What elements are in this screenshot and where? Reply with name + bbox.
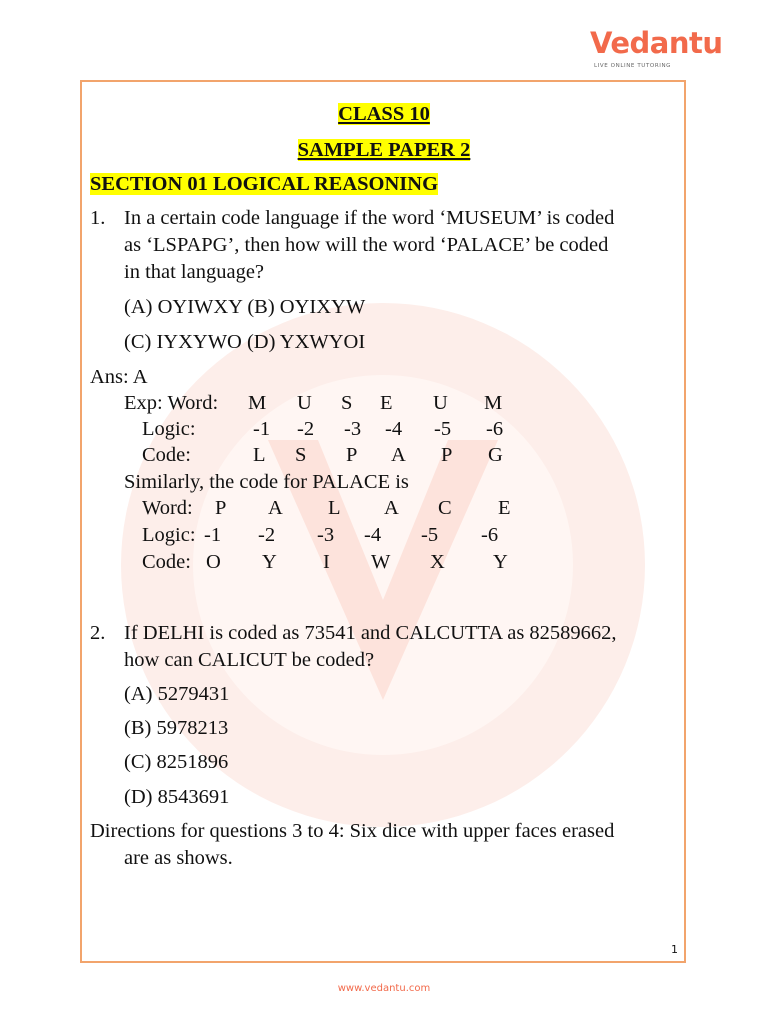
exp-code-cell: P xyxy=(441,444,453,466)
pal-word-cell: P xyxy=(215,497,227,519)
q2-option: (D) 8543691 xyxy=(124,786,230,808)
exp-logic-cell: -5 xyxy=(434,418,452,440)
pal-code-label: Code: xyxy=(142,551,191,573)
logo-wordmark: Vedantu xyxy=(590,26,723,60)
page-number: 1 xyxy=(671,943,678,956)
q2-line-1: If DELHI is coded as 73541 and CALCUTTA as 82589662, xyxy=(124,622,617,644)
exp-code-cell: S xyxy=(295,444,307,466)
exp-logic-cell: -6 xyxy=(486,418,504,440)
vedantu-logo xyxy=(584,26,723,72)
exp-code-cell: A xyxy=(391,444,406,466)
pal-word-cell: A xyxy=(384,497,399,519)
exp-word-cell: M xyxy=(248,392,267,414)
logo-tagline: LIVE ONLINE TUTORING xyxy=(594,63,672,69)
pal-word-label: Word: xyxy=(142,497,193,519)
q1-line-1: In a certain code language if the word ‘MUSEUM’ is coded xyxy=(124,207,615,229)
q1-line-2: as ‘LSPAPG’, then how will the word ‘PALACE’ be coded xyxy=(124,234,609,256)
q1-options-cd: (C) IYXYWO (D) YXWYOI xyxy=(124,331,366,353)
exp-logic-label: Logic: xyxy=(142,418,196,440)
pal-code-cell: X xyxy=(430,551,445,573)
pal-word-cell: A xyxy=(268,497,283,519)
section-heading xyxy=(90,171,438,198)
exp-logic-cell: -1 xyxy=(253,418,271,440)
exp-word-cell: S xyxy=(341,392,353,414)
q1-answer: Ans: A xyxy=(90,366,148,388)
exp-logic-cell: -4 xyxy=(385,418,403,440)
exp-logic-cell: -3 xyxy=(344,418,362,440)
paper-heading-text: SAMPLE PAPER 2 xyxy=(297,139,471,161)
section-heading-text: SECTION 01 LOGICAL REASONING xyxy=(90,173,439,195)
class-heading-text: CLASS 10 xyxy=(338,103,430,125)
pal-code-cell: W xyxy=(371,551,391,573)
q1-number: 1. xyxy=(90,207,106,229)
exp-code-cell: G xyxy=(488,444,503,466)
pal-logic-cell: -5 xyxy=(421,524,439,546)
pal-code-cell: I xyxy=(323,551,330,573)
exp-code-label: Code: xyxy=(142,444,191,466)
exp-logic-cell: -2 xyxy=(297,418,315,440)
pal-logic-cell: -4 xyxy=(364,524,382,546)
pal-code-cell: Y xyxy=(493,551,508,573)
q1-line-3: in that language? xyxy=(124,261,265,283)
directions-line-1: Directions for questions 3 to 4: Six dice with upper faces erased xyxy=(90,820,615,842)
pal-logic-cell: -2 xyxy=(258,524,276,546)
exp-word-cell: E xyxy=(380,392,393,414)
pal-code-cell: O xyxy=(206,551,221,573)
pal-word-cell: E xyxy=(498,497,511,519)
pal-word-cell: L xyxy=(328,497,341,519)
exp-code-cell: P xyxy=(346,444,358,466)
similarly-text: Similarly, the code for PALACE is xyxy=(124,471,409,493)
q1-options-ab: (A) OYIWXY (B) OYIXYW xyxy=(124,296,366,318)
q2-line-2: how can CALICUT be coded? xyxy=(124,649,375,671)
footer-url[interactable]: www.vedantu.com xyxy=(337,983,431,994)
exp-word-label: Exp: Word: xyxy=(124,392,219,414)
q2-number: 2. xyxy=(90,622,106,644)
pal-code-cell: Y xyxy=(262,551,277,573)
exp-code-cell: L xyxy=(253,444,266,466)
class-heading xyxy=(0,101,768,128)
exp-word-cell: U xyxy=(433,392,448,414)
q2-option: (B) 5978213 xyxy=(124,717,229,739)
directions-line-2: are as shows. xyxy=(124,847,233,869)
pal-logic-cell: -6 xyxy=(481,524,499,546)
pal-logic-cell: -3 xyxy=(317,524,335,546)
pal-word-cell: C xyxy=(438,497,452,519)
q2-option: (A) 5279431 xyxy=(124,683,230,705)
exp-word-cell: U xyxy=(297,392,312,414)
q2-option: (C) 8251896 xyxy=(124,751,229,773)
exp-word-cell: M xyxy=(484,392,503,414)
pal-logic-label: Logic: xyxy=(142,524,196,546)
pal-logic-cell: -1 xyxy=(204,524,222,546)
paper-heading xyxy=(0,137,768,164)
